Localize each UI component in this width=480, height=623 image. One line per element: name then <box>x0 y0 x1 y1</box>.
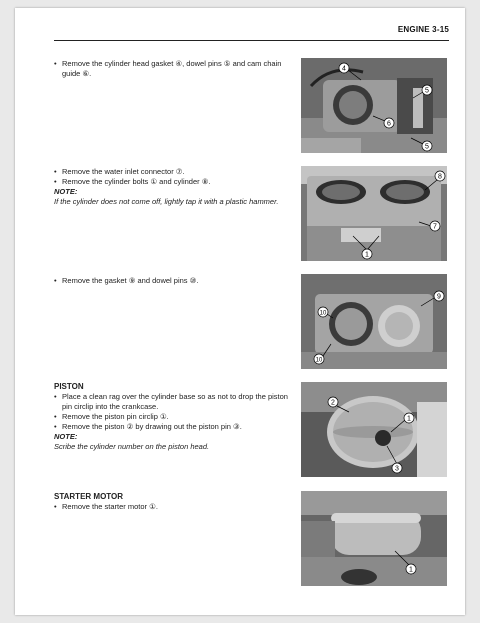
photo-cylinder-head <box>301 58 447 153</box>
callout-label: 4 <box>342 65 346 73</box>
callout-label: 6 <box>387 120 391 128</box>
callout-label: 2 <box>331 399 335 407</box>
instruction-bullet: • Remove the gasket ⑨ and dowel pins ⑩. <box>54 276 292 286</box>
instruction-bullet: • Place a clean rag over the cylinder base so as not to drop the piston pin circlip into the crankcase. <box>54 392 292 412</box>
callout-label: 1 <box>409 566 413 574</box>
page-header <box>54 22 449 41</box>
section-piston <box>54 382 292 452</box>
callout-label: 10 <box>319 310 327 317</box>
section-heading: PISTON <box>54 382 84 391</box>
photo-starter-motor <box>301 491 447 586</box>
callout-label: 8 <box>438 173 442 181</box>
section-cylinder-head-gasket <box>54 59 292 79</box>
callout-label: 3 <box>395 465 399 473</box>
manual-page <box>15 8 465 615</box>
note-heading: NOTE: <box>54 432 78 441</box>
section-starter-motor <box>54 492 292 512</box>
instruction-bullet: • Remove the water inlet connector ⑦. <box>54 167 292 177</box>
instruction-bullet: • Remove the piston pin circlip ①. <box>54 412 292 422</box>
callout-label: 5 <box>425 143 429 151</box>
note-text: If the cylinder does not come off, lightly tap it with a plastic hammer. <box>54 197 279 206</box>
section-gasket-removal <box>54 276 292 286</box>
section-cylinder-removal <box>54 167 292 207</box>
note-text: Scribe the cylinder number on the piston head. <box>54 442 210 451</box>
callout-label: 5 <box>425 87 429 95</box>
callout-label: 10 <box>315 357 323 364</box>
callout-label: 7 <box>433 223 437 231</box>
callout-label: 1 <box>365 251 369 259</box>
page-header-title: ENGINE 3-15 <box>397 25 449 34</box>
photo-cylinder-block <box>301 166 447 261</box>
section-heading: STARTER MOTOR <box>54 492 124 501</box>
callout-label: 9 <box>437 293 441 301</box>
photo-gasket-dowel-pins <box>301 274 447 369</box>
instruction-bullet: • Remove the cylinder bolts ① and cylinder ⑧. <box>54 177 292 187</box>
instruction-bullet: • Remove the piston ② by drawing out the piston pin ③. <box>54 422 292 432</box>
photo-piston <box>301 382 447 477</box>
instruction-bullet: • Remove the cylinder head gasket ④, dowel pins ⑤ and cam chain guide ⑥. <box>54 59 292 79</box>
callout-label: 1 <box>407 415 411 423</box>
instruction-bullet: • Remove the starter motor ①. <box>54 502 292 512</box>
note-heading: NOTE: <box>54 187 78 196</box>
